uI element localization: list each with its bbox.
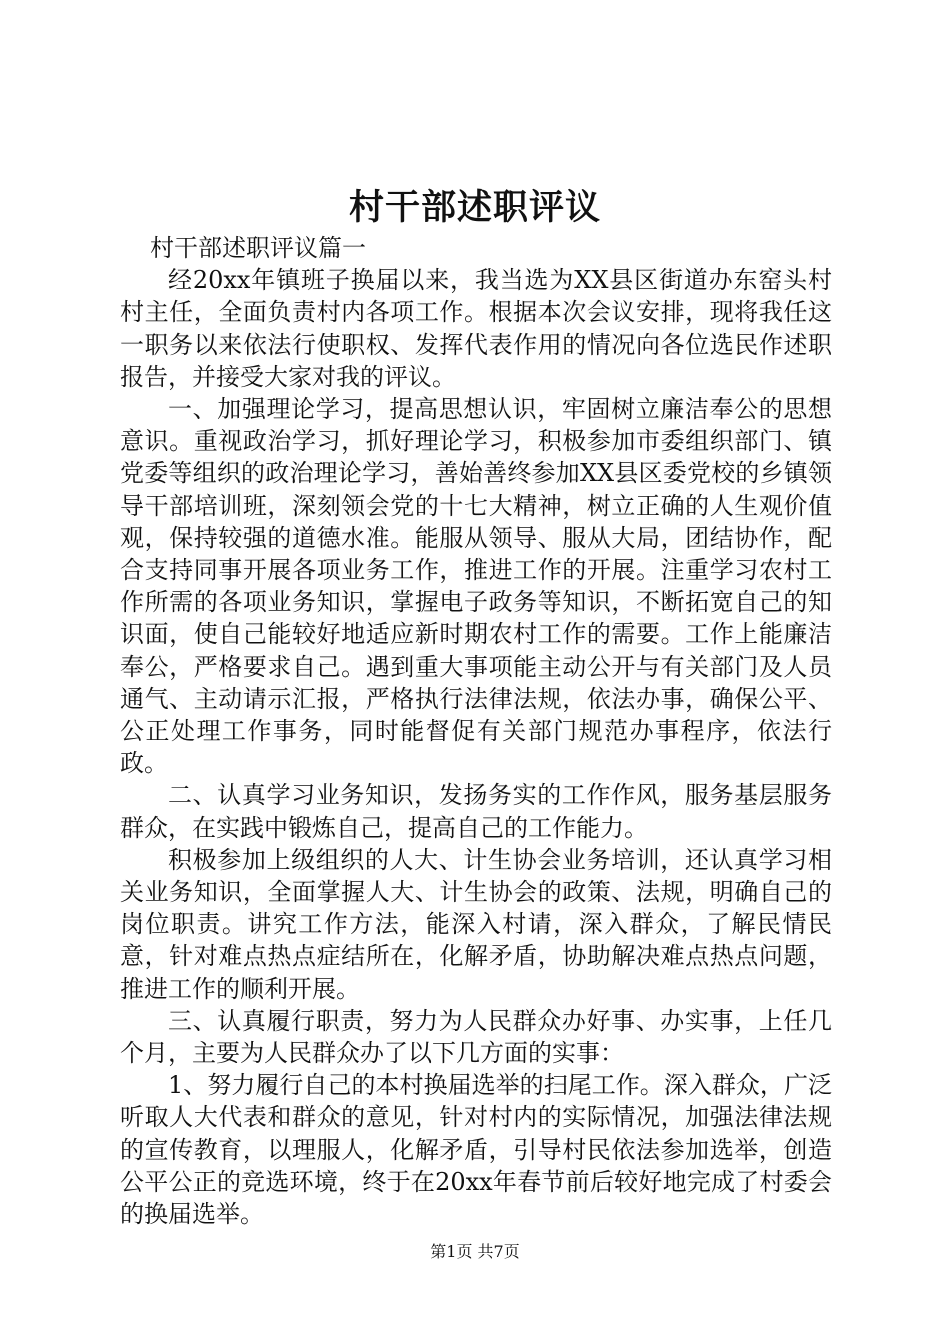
- paragraph-item-one: 1、努力履行自己的本村换届选举的扫尾工作。深入群众，广泛听取人大代表和群众的意见，针对村内的实际情况，加强法律法规的宣传教育，以理服人，化解矛盾，引导村民依法参加选举，创造公平公正的竞选环境，终于在20xx年春节前后较好地完成了村委会的换届选举。: [120, 1071, 832, 1229]
- paragraph-training: 积极参加上级组织的人大、计生协会业务培训，还认真学习相关业务知识，全面掌握人大、计生协会的政策、法规，明确自己的岗位职责。讲究工作方法，能深入村请，深入群众，了解民情民意，针对难点热点症结所在，化解矛盾，协助解决难点热点问题，推进工作的顺利开展。: [120, 845, 832, 1003]
- document-body: [120, 232, 832, 1230]
- paragraph-section-two: 二、认真学习业务知识，发扬务实的工作作风，服务基层服务群众，在实践中锻炼自己，提高自己的工作能力。: [120, 781, 832, 842]
- paragraph-section-three: 三、认真履行职责，努力为人民群众办好事、办实事，上任几个月，主要为人民群众办了以下几方面的实事：: [120, 1006, 832, 1068]
- paragraph-intro: 经20xx年镇班子换届以来，我当选为XX县区街道办东窑头村村主任，全面负责村内各项工作。根据本次会议安排，现将我任这一职务以来依法行使职权、发挥代表作用的情况向各位选民作述职报告，并接受大家对我的评议。: [120, 266, 832, 391]
- paragraph-section-one: 一、加强理论学习，提高思想认识，牢固树立廉洁奉公的思想意识。重视政治学习，抓好理论学习，积极参加市委组织部门、镇党委等组织的政治理论学习，善始善终参加XX县区委党校的乡镇领导干部培训班，深刻领会党的十七大精神，树立正确的人生观价值观，保持较强的道德水准。能服从领导、服从大局，团结协作，配合支持同事开展各项业务工作，推进工作的开展。注重学习农村工作所需的各项业务知识，掌握电子政务等知识，不断拓宽自己的知识面，使自己能较好地适应新时期农村工作的需要。工作上能廉洁奉公，严格要求自己。遇到重大事项能主动公开与有关部门及人员通气、主动请示汇报，严格执行法律法规，依法办事，确保公平、公正处理工作事务，同时能督促有关部门规范办事程序，依法行政。: [120, 395, 832, 778]
- document-title: 村干部述职评议: [348, 187, 601, 228]
- section-subheading: 村干部述职评议篇一: [150, 234, 366, 262]
- page-footer: 第1页 共7页: [430, 1242, 520, 1261]
